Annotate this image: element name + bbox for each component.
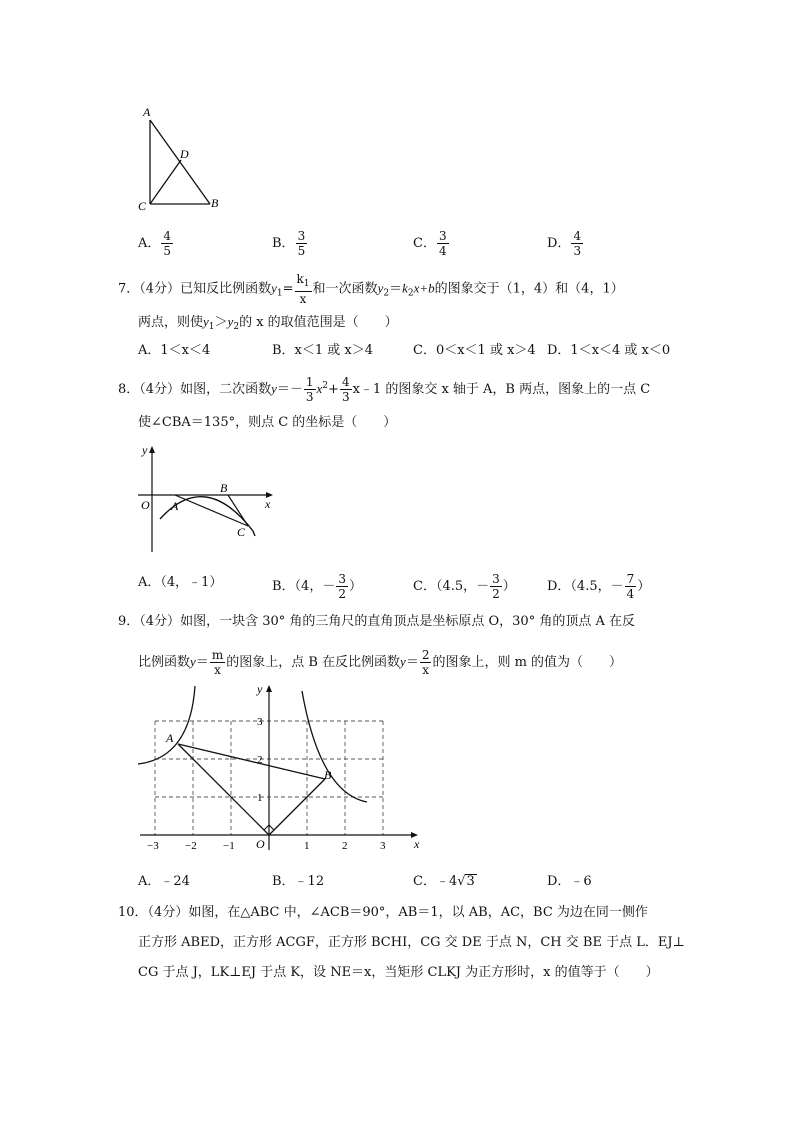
q6-label-d: D — [180, 147, 189, 161]
q8-option-tail: ） — [502, 579, 516, 594]
q9-segment-oa — [178, 744, 269, 835]
numerator: 3 — [297, 229, 306, 243]
numerator: 4 — [341, 375, 350, 389]
denominator: 2 — [338, 587, 346, 601]
q9-y2: y — [400, 654, 406, 669]
q6-triangle-figure — [130, 100, 230, 215]
q9-segment-ob — [269, 779, 325, 835]
fraction — [571, 229, 583, 258]
q8-label-c: C — [237, 525, 246, 539]
q7-k1-fraction — [295, 272, 312, 306]
denominator: x — [299, 292, 307, 306]
q9-ytick: 2 — [257, 754, 263, 766]
q6-option-b[interactable] — [272, 229, 308, 258]
denominator: x — [214, 663, 221, 677]
q8-y-arrow — [149, 446, 155, 453]
denominator: 3 — [573, 244, 582, 258]
q9-option-b[interactable] — [272, 873, 324, 891]
q7-text: 的 x 的取值范围是（ ） — [239, 315, 398, 330]
q7-k2: k — [402, 280, 408, 296]
q8-text: 如图，二次函数 — [180, 382, 272, 397]
q9-segment-ab — [178, 744, 325, 779]
q8-option-text: D．（4.5，－ — [547, 579, 624, 594]
fraction — [490, 572, 502, 601]
q8-label-a: A — [171, 499, 179, 513]
question-number: 7． — [118, 281, 140, 297]
q9-option-d[interactable] — [547, 873, 592, 891]
sqrt-sign: √ — [457, 874, 466, 889]
numerator: 3 — [338, 572, 346, 586]
q7-stem-line1 — [118, 272, 624, 306]
sqrt-radicand: 3 — [466, 874, 475, 889]
q8-option-text: B．（4，－ — [272, 579, 336, 594]
q6-segment-cd — [150, 160, 181, 204]
q9-fraction-1 — [210, 648, 225, 677]
q7-stem-line2 — [138, 313, 398, 336]
q7-k1-sub: 1 — [303, 279, 310, 289]
q9-hyperbola-right — [302, 691, 367, 802]
numerator: m — [211, 648, 224, 662]
numerator: 1 — [305, 375, 314, 389]
q10-stem-line3: CG 于点 J，LK⊥EJ 于点 K，设 NE＝x，当矩形 CLKJ 为正方形时，x 的值等于（ ） — [138, 965, 659, 980]
q9-y-arrow — [266, 685, 272, 692]
q10-text: 如图，在△ABC 中，∠ACB＝90°，AB＝1，以 AB，AC，BC 为边在同一侧作 — [188, 905, 648, 920]
q6-label-c: C — [138, 199, 147, 213]
q7-text: 两点，则使 — [138, 315, 204, 330]
question-number: 10． — [118, 905, 148, 920]
q7-y1-sub: 1 — [276, 288, 283, 299]
q9-stem-line2 — [138, 648, 622, 677]
q7-text: 已知反比例函数 — [180, 281, 272, 297]
q10-stem-line1 — [118, 904, 648, 922]
denominator: 5 — [163, 244, 172, 258]
numerator — [295, 272, 312, 292]
q9-option-text: B．﹣12 — [272, 874, 325, 889]
q8-parabola-figure — [135, 444, 280, 556]
q8-option-b[interactable] — [272, 572, 362, 601]
q8-option-text: A．（4，﹣1） — [138, 575, 223, 590]
q9-xtick: −2 — [185, 840, 197, 852]
q9-xtick: 1 — [304, 840, 310, 852]
q9-option-text: D．﹣6 — [547, 874, 592, 889]
q8-eq: ＝－ — [276, 382, 303, 397]
q8-plus: + — [328, 382, 339, 397]
q8-label-o: O — [141, 498, 150, 512]
q7-text: 的图象交于（1，4）和（4，1） — [434, 281, 624, 297]
q8-stem-line2: 使∠CBA＝135°，则点 C 的坐标是（ ） — [138, 415, 397, 430]
fraction — [336, 572, 348, 601]
q8-option-tail: ） — [637, 579, 651, 594]
q8-y: y — [271, 381, 277, 396]
q9-option-text: C．﹣4 — [413, 874, 458, 889]
numerator: 2 — [421, 648, 430, 662]
question-number: 9． — [118, 614, 140, 629]
q9-fraction-2 — [420, 648, 432, 677]
q9-option-a[interactable] — [138, 873, 190, 891]
q9-text: 的图象上，则 m 的值为（ ） — [432, 655, 623, 670]
q6-option-letter: C． — [413, 236, 436, 251]
q8-option-a[interactable] — [138, 574, 222, 592]
q7-ineq-sub1: 1 — [208, 322, 215, 332]
q7-xb: x+b — [413, 280, 435, 296]
q8-option-text: C．（4.5，－ — [413, 579, 490, 594]
q8-option-tail: ） — [348, 579, 362, 594]
numerator: 3 — [438, 229, 447, 243]
q8-segment-ac — [175, 495, 248, 526]
q8-parabola-right — [253, 531, 255, 536]
q9-xtick: 3 — [380, 840, 386, 852]
q7-y2: y — [377, 280, 384, 296]
q9-label-a: A — [166, 731, 174, 745]
q7-option-c[interactable]: C．0＜x＜1 或 x＞4 — [413, 343, 536, 358]
q9-eq2: ＝ — [405, 655, 419, 670]
denominator: 5 — [297, 244, 306, 258]
q7-y1: y — [271, 280, 277, 296]
q6-option-letter: B． — [272, 236, 295, 251]
q10-stem-line2: 正方形 ABED，正方形 ACGF，正方形 BCHI，CG 交 DE 于点 N，CH 交 BE 于点 L．EJ⊥ — [138, 935, 685, 950]
q9-text: 如图，一块含 30° 角的三角尺的直角顶点是坐标原点 O，30° 角的顶点 A 在反 — [180, 614, 635, 629]
fraction — [161, 229, 173, 258]
q9-label-b: B — [324, 768, 332, 782]
q8-x: x — [316, 381, 323, 396]
q8-label-b: B — [220, 481, 228, 495]
q9-text: 的图象上，点 B 在反比例函数 — [226, 655, 401, 670]
q6-option-d[interactable] — [547, 229, 584, 258]
numerator: 4 — [163, 229, 172, 243]
q9-option-text: A．﹣24 — [138, 874, 190, 889]
q9-xtick: −1 — [223, 840, 235, 852]
q7-ineq-sub2: 2 — [233, 322, 240, 332]
fraction — [437, 229, 449, 258]
q8-fraction-1 — [304, 375, 316, 404]
q6-label-a: A — [143, 105, 151, 119]
denominator: 3 — [341, 390, 350, 404]
q8-option-c[interactable] — [413, 572, 516, 601]
q8-square: 2 — [322, 381, 329, 391]
q7-k1: k — [296, 272, 304, 286]
q7-k2-sub: 2 — [407, 288, 414, 299]
q7-y2-sub: 2 — [383, 288, 390, 299]
q7-text: 和一次函数 — [312, 281, 378, 297]
q9-label-y: y — [257, 682, 263, 696]
q9-text: 比例函数 — [138, 655, 191, 670]
denominator: 2 — [492, 587, 500, 601]
q8-stem-line1 — [118, 375, 650, 404]
q6-label-b: B — [211, 196, 219, 210]
numerator: 3 — [492, 572, 500, 586]
q6-option-c[interactable] — [413, 229, 450, 258]
q9-stem-line1 — [118, 613, 635, 631]
denominator: 3 — [305, 390, 314, 404]
q9-coordinate-figure — [135, 678, 425, 858]
denominator: x — [422, 663, 430, 677]
question-points: （4分） — [139, 382, 181, 397]
q8-label-y: y — [142, 444, 148, 457]
q7-ineq-y2: y — [227, 314, 234, 329]
fraction — [296, 229, 308, 258]
q9-xtick: −3 — [147, 840, 159, 852]
denominator: 4 — [438, 244, 447, 258]
q7-option-b[interactable]: B．x＜1 或 x＞4 — [272, 343, 374, 358]
q8-text: x﹣1 的图象交 x 轴于 A，B 两点，图象上的一点 C — [352, 382, 651, 397]
q7-ineq-gt: ＞ — [214, 315, 228, 330]
q8-label-x: x — [265, 497, 271, 511]
q8-fraction-2 — [340, 375, 352, 404]
q9-eq: ＝ — [195, 655, 209, 670]
numerator: 7 — [626, 572, 635, 586]
fraction — [625, 572, 637, 601]
q9-ytick: 1 — [257, 792, 263, 804]
q7-option-a[interactable]: A．1＜x＜4 — [138, 343, 211, 358]
q9-xtick: 2 — [342, 840, 348, 852]
numerator: 4 — [573, 229, 582, 243]
question-number: 8． — [118, 382, 140, 397]
question-points: （4分） — [139, 614, 181, 629]
q6-option-letter: D． — [547, 236, 571, 251]
q9-label-o: O — [256, 837, 265, 851]
q7-eq: = — [282, 281, 294, 297]
q9-label-x: x — [414, 837, 420, 851]
q6-option-letter: A． — [138, 236, 161, 251]
q9-option-c[interactable] — [413, 873, 477, 891]
q8-option-d[interactable] — [547, 572, 650, 601]
q9-ytick: 3 — [257, 716, 263, 728]
q6-option-a[interactable] — [138, 229, 174, 258]
q9-y: y — [190, 654, 196, 669]
q7-option-d[interactable]: D．1＜x＜4 或 x＜0 — [547, 343, 671, 358]
q7-eq2: ＝ — [389, 281, 403, 297]
denominator: 4 — [626, 587, 635, 601]
q7-ineq-y1: y — [203, 314, 209, 329]
question-points: （4分） — [139, 281, 181, 297]
question-points: （4分） — [147, 905, 189, 920]
